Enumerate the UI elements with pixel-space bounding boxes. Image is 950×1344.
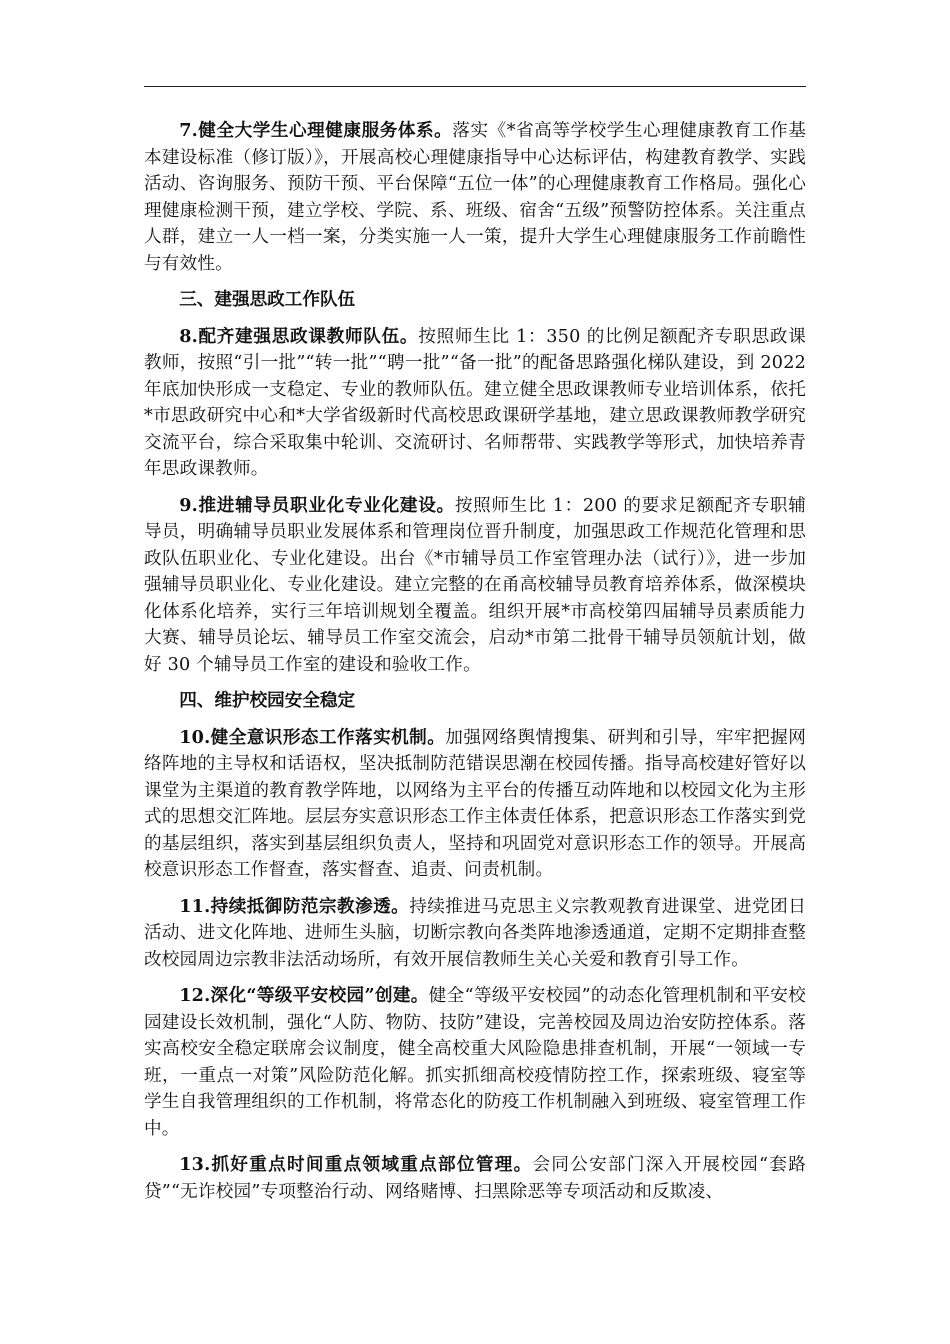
item-lead: 10.健全意识形态工作落实机制。 (179, 726, 446, 748)
paragraph-item-9 (144, 493, 806, 679)
item-lead: 11.持续抵御防范宗教渗透。 (179, 895, 410, 917)
item-body: 按照师生比 1：200 的要求足额配齐专职辅导员，明确辅导员职业发展体系和管理岗位晋升制度，加强思政工作规范化管理和思政队伍职业化、专业化建设。出台《*市辅导员工作室管理办法（试行）》，进一步加强辅导员职业化、专业化建设。建立完整的在甬高校辅导员教育培养体系，做深模块化体系化培养，实行三年培训规划全覆盖。组织开展*市高校第四届辅导员素质能力大赛、辅导员论坛、辅导员工作室交流会，启动*市第二批骨干辅导员领航计划，做好 30 个辅导员工作室的建设和验收工作。 (144, 495, 806, 675)
section-heading-4: 四、维护校园安全稳定 (179, 690, 356, 711)
item-lead: 8.配齐建强思政课教师队伍。 (179, 325, 419, 347)
paragraph-item-7 (144, 118, 806, 277)
paragraph-item-11 (144, 894, 806, 974)
item-body: 落实《*省高等学校学生心理健康教育工作基本建设标准（修订版）》，开展高校心理健康指导中心达标评估，构建教育教学、实践活动、咨询服务、预防干预、平台保障“五位一体”的心理健康教育工作格局。强化心理健康检测干预，建立学校、学院、系、班级、宿舍“五级”预警防控体系。关注重点人群，建立一人一档一案，分类实施一人一策，提升大学生心理健康服务工作前瞻性与有效性。 (144, 121, 806, 274)
item-lead: 13.抓好重点时间重点领域重点部位管理。 (179, 1154, 533, 1175)
item-body: 加强网络舆情搜集、研判和引导，牢牢把握网络阵地的主导权和话语权，坚决抵制防范错误思潮在校园传播。指导高校建好管好以课堂为主渠道的教育教学阵地，以网络为主平台的传播互动阵地和以校园文化为主形式的思想交汇阵地。层层夯实意识形态工作主体责任体系，把意识形态工作落实到党的基层组织，落实到基层组织负责人，坚持和巩固党对意识形态工作的领导。开展高校意识形态工作督查，落实督查、追责、问责机制。 (144, 727, 806, 880)
item-body: 健全“等级平安校园”的动态化管理机制和平安校园建设长效机制，强化“人防、物防、技防”建设，完善校园及周边治安防控体系。落实高校安全稳定联席会议制度，健全高校重大风险隐患排查机制，开展“一领域一专班，一重点一对策”风险防范化解。抓实抓细高校疫情防控工作，探索班级、寝室等学生自我管理组织的工作机制，将常态化的防疫工作机制融入到班级、寝室管理工作中。 (144, 986, 806, 1139)
document-body (144, 118, 806, 1215)
item-lead: 12.深化“等级平安校园”创建。 (179, 985, 429, 1006)
paragraph-item-10 (144, 725, 806, 884)
item-body: 会同公安部门深入开展校园“套路贷”“无诈校园”专项整治行动、网络赌博、扫黑除恶等专项活动和反欺凌、 (144, 1155, 806, 1202)
paragraph-item-13 (144, 1152, 806, 1205)
section-heading-3: 三、建强思政工作队伍 (179, 289, 356, 310)
item-lead: 9.推进辅导员职业化专业化建设。 (179, 494, 455, 516)
item-body: 按照师生比 1：350 的比例足额配齐专职思政课教师，按照“引一批”“转一批”“聘一批”“备一批”的配备思路强化梯队建设，到 2022 年底加快形成一支稳定、专业的教师队伍。建立健全思政课教师专业培训体系，依托*市思政研究中心和*大学省级新时代高校思政课研学基地，建立思政课教师教学研究交流平台，综合采取集中轮训、交流研讨、名师帮带、实践教学等形式，加快培养青年思政课教师。 (144, 326, 806, 479)
paragraph-item-12 (144, 983, 806, 1142)
paragraph-item-8 (144, 324, 806, 483)
header-rule (144, 86, 806, 87)
item-body: 持续推进马克思主义宗教观教育进课堂、进党团日活动、进文化阵地、进师生头脑，切断宗教向各类阵地渗透通道，定期不定期排查整改校园周边宗教非法活动场所，有效开展信教师生关心关爱和教育引导工作。 (144, 896, 806, 970)
item-lead: 7.健全大学生心理健康服务体系。 (179, 120, 453, 141)
